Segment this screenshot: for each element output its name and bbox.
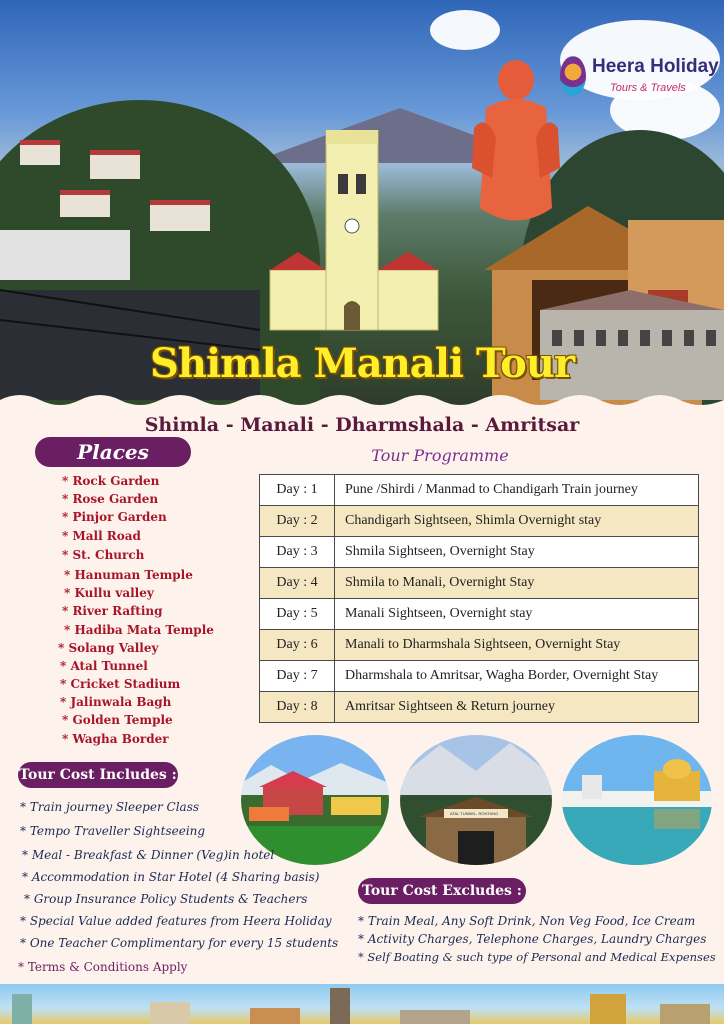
building-silhouette — [250, 1008, 300, 1024]
building-silhouette — [400, 1010, 470, 1024]
stadium-photo — [241, 735, 389, 865]
excludes-item: * Activity Charges, Telephone Charges, Laundry Charges — [358, 932, 707, 946]
includes-item: * One Teacher Complimentary for every 15 students — [20, 936, 339, 950]
itinerary-cell: Amritsar Sightseen & Return journey — [335, 692, 699, 723]
includes-heading: Tour Cost Includes : — [18, 762, 178, 788]
itinerary-cell: Chandigarh Sightseen, Shimla Overnight stay — [335, 506, 699, 537]
table-row — [260, 568, 699, 599]
house — [20, 140, 60, 165]
includes-item: * Train journey Sleeper Class — [20, 800, 200, 814]
tunnel-sign-text: ATAL TUNNEL, ROHTANG — [450, 811, 499, 816]
logo-icon — [560, 56, 586, 96]
landmarks-footer — [0, 984, 724, 1024]
day-cell: Day : 8 — [260, 692, 335, 723]
terms-note: * Terms & Conditions Apply — [18, 960, 188, 974]
place-item: * Solang Valley — [58, 641, 159, 655]
table-row — [260, 661, 699, 692]
day-cell: Day : 6 — [260, 630, 335, 661]
house — [150, 200, 210, 231]
temple-silhouette — [590, 994, 626, 1024]
includes-item: * Tempo Traveller Sightseeing — [20, 824, 206, 838]
day-cell: Day : 4 — [260, 568, 335, 599]
place-item: * St. Church — [62, 548, 145, 562]
place-item: * Atal Tunnel — [60, 659, 148, 673]
itinerary-cell: Manali to Dharmshala Sightseen, Overnight Stay — [335, 630, 699, 661]
eiffel-tower-silhouette — [330, 988, 350, 1024]
place-item: * Rose Garden — [62, 492, 159, 506]
place-item: * Hadiba Mata Temple — [64, 623, 214, 637]
day-cell: Day : 2 — [260, 506, 335, 537]
tunnel-illustration — [400, 735, 552, 865]
place-item: * Kullu valley — [64, 586, 154, 600]
itinerary-cell: Shmila to Manali, Overnight Stay — [335, 568, 699, 599]
place-item: * Wagha Border — [62, 732, 169, 746]
place-item: * Cricket Stadium — [60, 677, 181, 691]
excludes-heading: Tour Cost Excludes : — [358, 878, 526, 904]
stadium-illustration — [241, 735, 389, 865]
place-item: * River Rafting — [62, 604, 163, 618]
includes-item: * Special Value added features from Heera Holiday — [20, 914, 332, 928]
tour-programme-table — [259, 474, 699, 723]
statue-of-liberty-silhouette — [12, 994, 32, 1024]
excludes-item: * Train Meal, Any Soft Drink, Non Veg Food, Ice Cream — [358, 914, 696, 928]
places-heading: Places — [35, 437, 191, 467]
table-row — [260, 506, 699, 537]
atal-tunnel-photo — [400, 735, 552, 865]
place-item: * Golden Temple — [62, 713, 173, 727]
route-subtitle: Shimla - Manali - Dharmshala - Amritsar — [144, 414, 580, 436]
house — [90, 150, 140, 179]
table-row — [260, 475, 699, 506]
itinerary-cell: Dharmshala to Amritsar, Wagha Border, Overnight Stay — [335, 661, 699, 692]
includes-item: * Group Insurance Policy Students & Teachers — [24, 892, 308, 906]
table-row — [260, 692, 699, 723]
day-cell: Day : 5 — [260, 599, 335, 630]
house — [60, 190, 110, 217]
day-cell: Day : 7 — [260, 661, 335, 692]
itinerary-cell: Shmila Sightseen, Overnight Stay — [335, 537, 699, 568]
table-row — [260, 599, 699, 630]
building-silhouette — [660, 1004, 710, 1024]
golden-temple-photo — [562, 735, 712, 865]
place-item: * Rock Garden — [62, 474, 160, 488]
itinerary-cell: Manali Sightseen, Overnight stay — [335, 599, 699, 630]
day-cell: Day : 1 — [260, 475, 335, 506]
golden-temple-illustration — [562, 735, 712, 865]
table-row — [260, 630, 699, 661]
brand-tagline: Tours & Travels — [610, 82, 686, 94]
place-item: * Mall Road — [62, 529, 141, 543]
place-item: * Pinjor Garden — [62, 510, 167, 524]
building-silhouette — [150, 1002, 190, 1024]
table-row — [260, 537, 699, 568]
programme-label: Tour Programme — [371, 446, 509, 465]
day-cell: Day : 3 — [260, 537, 335, 568]
page-title: Shimla Manali Tour — [149, 340, 575, 387]
includes-item: * Meal - Breakfast & Dinner (Veg)in hotel — [22, 848, 275, 862]
itinerary-cell: Pune /Shirdi / Manmad to Chandigarh Train journey — [335, 475, 699, 506]
hero-banner — [0, 0, 724, 412]
excludes-item: * Self Boating & such type of Personal and Medical Expenses — [358, 950, 716, 964]
brand-logo — [560, 52, 719, 102]
place-item: * Jalinwala Bagh — [60, 695, 172, 709]
includes-item: * Accommodation in Star Hotel (4 Sharing basis) — [22, 870, 320, 884]
brand-name: Heera Holiday — [592, 56, 719, 77]
christ-church-illustration — [260, 130, 450, 340]
place-item: * Hanuman Temple — [64, 568, 193, 582]
cloud — [430, 10, 500, 50]
wave-divider — [0, 390, 724, 412]
